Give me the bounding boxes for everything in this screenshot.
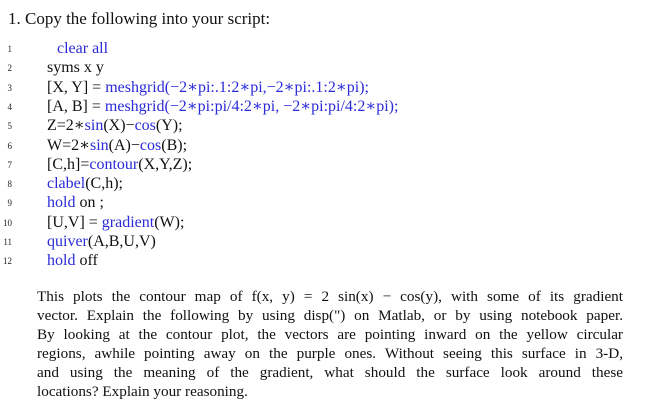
line-number: 6 <box>7 140 12 151</box>
code-text <box>47 116 183 135</box>
line-number: 7 <box>7 159 12 170</box>
code-segment: [X, Y] = <box>47 78 106 96</box>
code-keyword: clear <box>57 40 89 57</box>
code-keyword: quiver <box>47 233 88 250</box>
line-number: 8 <box>7 179 12 190</box>
line-number: 11 <box>3 237 12 247</box>
code-segment: W=2∗ <box>47 136 90 154</box>
line-number: 5 <box>7 121 12 132</box>
code-line <box>0 213 652 232</box>
paragraph-line: locations? Explain your reasoning. <box>37 382 248 400</box>
code-keyword: clabel <box>47 175 86 193</box>
code-text <box>47 58 104 77</box>
code-line <box>0 58 652 77</box>
paragraph-line: vector. Explain the following by using disp(") on Matlab, or by using notebook paper. <box>37 306 623 324</box>
code-keyword: hold <box>47 194 76 212</box>
paragraph-line: regions, awhile pointing away on the purple ones. Without seeing this surface in 3-D, <box>37 344 623 362</box>
code-segment: [U,V] = <box>47 213 102 231</box>
line-number: 10 <box>3 217 12 228</box>
paragraph-line: By looking at the contour plot, the vectors are pointing inward on the yellow circular <box>37 325 623 343</box>
line-number: 1 <box>7 44 12 54</box>
code-line <box>0 116 652 135</box>
code-text <box>47 251 98 270</box>
code-line <box>0 251 652 270</box>
code-line <box>0 155 652 174</box>
code-text <box>47 232 156 251</box>
code-keyword: cos <box>139 136 162 154</box>
code-text <box>47 193 104 212</box>
code-segment: (Y); <box>155 117 183 135</box>
code-segment: [C,h]= <box>47 155 90 173</box>
line-number: 3 <box>7 82 12 93</box>
code-segment: off <box>75 252 98 270</box>
code-segment: (A)− <box>108 136 140 154</box>
code-keyword: sin <box>90 136 109 154</box>
code-segment: (B); <box>161 136 188 154</box>
code-keyword: contour <box>89 155 139 173</box>
code-text <box>47 155 192 174</box>
line-number: 12 <box>3 256 12 267</box>
code-segment: (A,B,U,V) <box>87 233 156 250</box>
code-keyword: cos <box>134 117 156 135</box>
code-line <box>0 193 652 212</box>
code-keyword: gradient <box>101 213 155 231</box>
code-line <box>0 97 652 116</box>
code-line <box>0 136 652 155</box>
code-keyword: sin <box>84 117 104 135</box>
question-paragraph <box>37 288 623 401</box>
code-text <box>47 97 398 116</box>
code-segment: [A, B] = <box>47 97 105 115</box>
code-keyword: meshgrid(−2∗pi:.1:2∗pi,−2∗pi:.1:2∗pi); <box>105 78 369 96</box>
code-text <box>47 78 369 97</box>
code-segment: (X)− <box>103 117 135 135</box>
paragraph-line: This plots the contour map of f(x, y) = 2 sin(x) − cos(y), with some of its gradient <box>37 288 623 305</box>
code-segment: (X,Y,Z); <box>138 155 193 173</box>
code-line <box>0 174 652 193</box>
line-number: 4 <box>7 101 12 112</box>
code-line <box>0 39 652 58</box>
code-text <box>47 136 187 155</box>
code-line <box>0 78 652 97</box>
paragraph-line: and using the meaning of the gradient, what should the surface look around these <box>37 363 623 381</box>
code-segment: on ; <box>75 194 104 212</box>
line-number: 2 <box>7 63 12 74</box>
code-keyword: meshgrid(−2∗pi:pi/4:2∗pi, −2∗pi:pi/4:2∗pi); <box>104 97 399 115</box>
code-keyword: hold <box>47 252 76 270</box>
question-header: 1. Copy the following into your script: <box>8 9 271 28</box>
code-segment: (W); <box>154 213 185 231</box>
code-segment: Z=2∗ <box>47 117 85 135</box>
code-text <box>47 174 123 193</box>
code-segment: (C,h); <box>85 175 123 193</box>
code-segment: syms x y <box>47 59 104 77</box>
code-line <box>0 232 652 251</box>
code-text <box>57 39 108 58</box>
code-keyword: all <box>92 40 109 57</box>
code-text <box>47 213 184 232</box>
line-number: 9 <box>7 198 12 209</box>
